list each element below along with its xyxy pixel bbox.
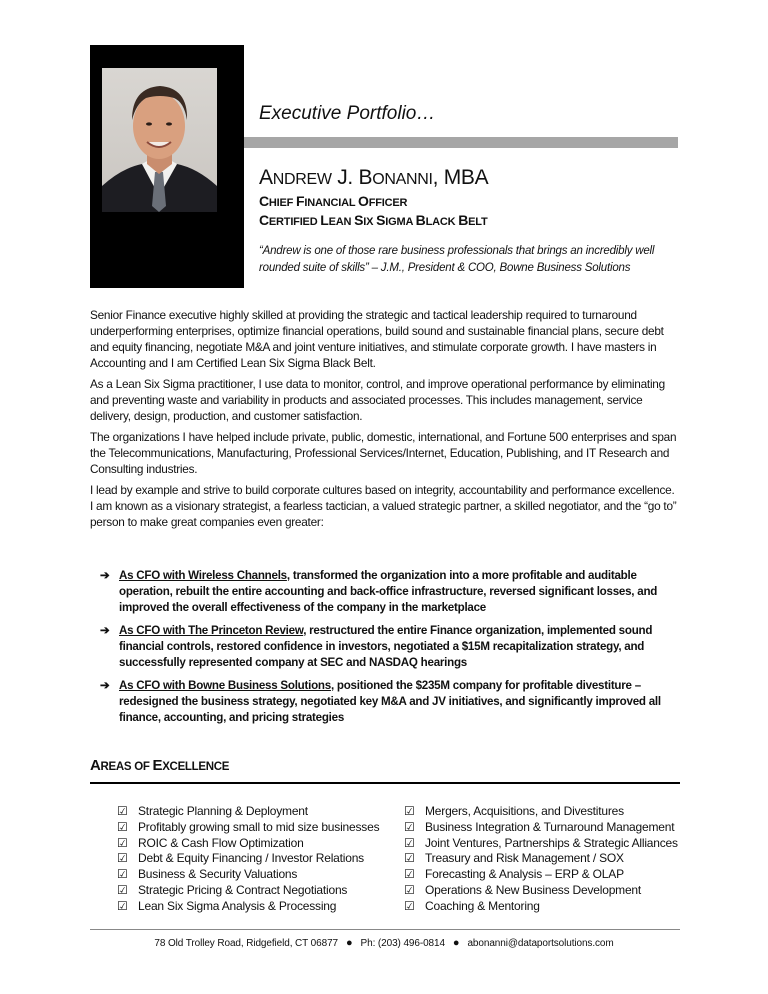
role1-part: INANCIAL <box>304 197 359 209</box>
role2-part: ELT <box>468 216 488 228</box>
area-item <box>404 899 678 915</box>
achievement-text: , restructured the entire Finance organization, implemented sound financial controls, restored confidence in investors, negotiated a $15M recapitalization strategy, and successfully represented company at SEC and NASDAQ hearings <box>119 624 653 669</box>
achievement-text: , positioned the $235M company for profitable divestiture – redesigned the business strategy, negotiated key M&A and JV initiatives, and significantly improved all finance, accounting, and pricing strategies <box>119 679 661 724</box>
contact-footer <box>0 937 768 949</box>
role1-part: HIEF <box>268 197 297 209</box>
role1-part: F <box>296 193 305 209</box>
candidate-name <box>259 166 488 190</box>
checkbox-checked-icon: ☑ <box>117 898 128 913</box>
areas-left-column <box>117 804 379 915</box>
summary-paragraph: I lead by example and strive to build corporate cultures based on integrity, accountability and performance excellence. I am known as a visionary strategist, a fearless tactician, a valued strategic partner, a skilled negotiator, and the “go to” person to make great companies even greater: <box>90 483 677 529</box>
area-item <box>117 883 379 899</box>
area-item <box>117 851 379 867</box>
area-label: Profitably growing small to mid size businesses <box>138 819 380 834</box>
footer-address: 78 Old Trolley Road, Ridgefield, CT 06877 <box>154 938 338 949</box>
arrow-bullet-icon: ➔ <box>100 624 110 637</box>
checkbox-checked-icon: ☑ <box>404 882 415 897</box>
heading-part: E <box>152 757 163 774</box>
checkbox-checked-icon: ☑ <box>117 882 128 897</box>
role2-part: IGMA <box>385 216 416 228</box>
name-first-initial: A <box>259 166 273 189</box>
name-last-initial: B <box>358 166 373 189</box>
area-item <box>404 820 678 836</box>
role2-part: S <box>376 212 386 228</box>
areas-of-excellence-heading <box>90 757 229 774</box>
summary-paragraph: Senior Finance executive highly skilled at providing the strategic and tactical leadership required to turnaround underperforming enterprises, optimize financial operations, build sound and sustainable financial plans, secure debt and equity financing, negotiate M&A and joint venture initiatives, and stimulate corporate growth. I have masters in Accounting and I am Certified Lean Six Sigma Black Belt. <box>90 308 664 370</box>
achievement-lead: As CFO with Wireless Channels <box>119 569 287 582</box>
areas-right-column <box>404 804 678 915</box>
achievement-item <box>100 678 680 726</box>
name-middle: J. <box>331 166 359 189</box>
summary-paragraph: As a Lean Six Sigma practitioner, I use data to monitor, control, and improve operational performance by eliminating and preventing waste and variability in products and associated processes. This includes management, service delivery, design, production, and customer satisfaction. <box>90 377 665 423</box>
area-label: Business & Security Valuations <box>138 867 298 882</box>
bullet-dot-icon: ● <box>346 937 353 949</box>
role-title-cfo <box>259 193 407 209</box>
header-gray-bar <box>244 137 678 148</box>
checkbox-checked-icon: ☑ <box>404 867 415 882</box>
portfolio-title: Executive Portfolio… <box>259 103 436 124</box>
role1-part: C <box>259 193 269 209</box>
footer-email[interactable]: abonanni@dataportsolutions.com <box>467 938 614 949</box>
checkbox-checked-icon: ☑ <box>117 851 128 866</box>
area-label: Forecasting & Analysis – ERP & OLAP <box>425 867 624 882</box>
area-item <box>404 867 678 883</box>
summary-paragraph: The organizations I have helped include private, public, domestic, international, and Fortune 500 enterprises and span the Telecommunications, Manufacturing, Professional Services/Internet, Education, Publishing, and IT Research and Consulting industries. <box>90 430 677 476</box>
name-suffix: , MBA <box>432 166 489 189</box>
area-item <box>117 867 379 883</box>
achievement-text: , transformed the organization into a more profitable and auditable operation, rebuilt the entire accounting and back-office infrastructure, reversed significant losses, and improved the overall effectiveness of the company in the marketplace <box>119 569 658 614</box>
checkbox-checked-icon: ☑ <box>404 819 415 834</box>
area-label: Debt & Equity Financing / Investor Relations <box>138 851 364 866</box>
achievement-lead: As CFO with Bowne Business Solutions <box>119 679 331 692</box>
role2-part: ERTIFIED <box>268 216 321 228</box>
checkbox-checked-icon: ☑ <box>404 804 415 818</box>
heading-part: A <box>90 757 101 774</box>
checkbox-checked-icon: ☑ <box>404 851 415 866</box>
achievement-item <box>100 623 680 671</box>
role2-part: IX <box>363 216 377 228</box>
bullet-dot-icon: ● <box>452 937 460 949</box>
checkbox-checked-icon: ☑ <box>404 835 415 850</box>
areas-divider <box>90 782 680 784</box>
role2-part: S <box>354 212 364 228</box>
achievement-lead: As CFO with The Princeton Review <box>119 624 304 637</box>
role1-part: FFICER <box>368 197 408 209</box>
area-label: Mergers, Acquisitions, and Divestitures <box>425 804 624 818</box>
area-item <box>117 899 379 915</box>
area-item <box>404 851 678 867</box>
role-title-black-belt <box>259 212 487 228</box>
checkbox-checked-icon: ☑ <box>117 867 128 882</box>
heading-part: XCELLENCE <box>162 761 230 773</box>
footer-divider <box>90 929 680 930</box>
checkbox-checked-icon: ☑ <box>117 819 128 834</box>
role2-part: LACK <box>425 216 459 228</box>
area-item <box>117 820 379 836</box>
profile-photo-illustration <box>102 68 217 212</box>
arrow-bullet-icon: ➔ <box>100 679 110 692</box>
role2-part: EAN <box>328 216 355 228</box>
footer-phone: Ph: (203) 496-0814 <box>360 938 445 949</box>
checkbox-checked-icon: ☑ <box>404 898 415 913</box>
arrow-bullet-icon: ➔ <box>100 569 110 582</box>
area-label: Operations & New Business Development <box>425 882 642 897</box>
area-item <box>404 883 678 899</box>
role2-part: C <box>259 212 269 228</box>
testimonial-quote: “Andrew is one of those rare business professionals that brings an incredibly well rounded suite of skills” – J.M., President & COO, Bowne Business Solutions <box>259 245 655 274</box>
area-label: Lean Six Sigma Analysis & Processing <box>138 898 337 913</box>
area-item <box>404 836 678 852</box>
role2-part: L <box>320 212 329 228</box>
area-item <box>117 836 379 852</box>
area-label: Strategic Pricing & Contract Negotiations <box>138 882 348 897</box>
area-label: Joint Ventures, Partnerships & Strategic Alliances <box>425 835 678 850</box>
checkbox-checked-icon: ☑ <box>117 835 128 850</box>
area-label: Business Integration & Turnaround Management <box>425 819 675 834</box>
role1-part: O <box>358 193 369 209</box>
name-last-rest: ONANNI <box>372 171 433 188</box>
checkbox-checked-icon: ☑ <box>117 804 128 818</box>
name-first-rest: NDREW <box>272 171 332 188</box>
area-item <box>404 804 678 820</box>
achievements-list <box>100 568 680 733</box>
achievement-item <box>100 568 680 616</box>
profile-photo <box>102 68 217 212</box>
heading-part: REAS OF <box>100 761 153 773</box>
summary-section <box>90 307 680 535</box>
area-item <box>117 804 379 820</box>
area-label: ROIC & Cash Flow Optimization <box>138 835 304 850</box>
area-label: Treasury and Risk Management / SOX <box>425 851 624 866</box>
area-label: Coaching & Mentoring <box>425 898 540 913</box>
area-label: Strategic Planning & Deployment <box>138 804 308 818</box>
role2-part: B <box>415 212 426 228</box>
role2-part: B <box>458 212 469 228</box>
